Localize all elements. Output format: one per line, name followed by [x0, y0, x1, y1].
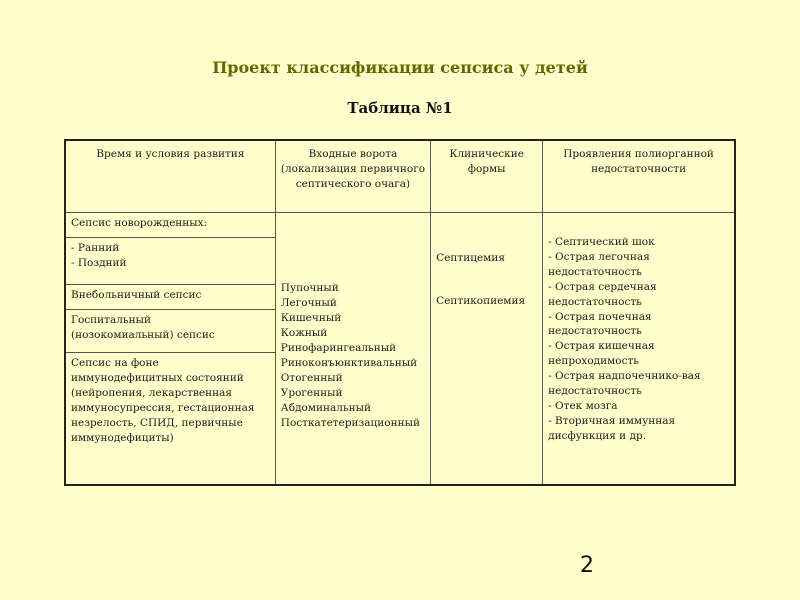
- clinical-forms-list: [431, 213, 543, 486]
- sepsis-classification-table: [64, 139, 736, 486]
- page-number: 2: [580, 553, 594, 578]
- list-item: - Острая надпочечнико-вая недостаточность: [548, 370, 701, 398]
- header-organ-failure: Проявления полиорганной недостаточности: [543, 140, 735, 213]
- list-item: Кишечный: [280, 312, 342, 325]
- cell-outpatient-sepsis: Внебольничный сепсис: [65, 285, 275, 310]
- table-caption: Таблица №1: [347, 99, 453, 117]
- list-item: (нозокомиальный) сепсис: [71, 328, 215, 341]
- organ-failure-list: [543, 213, 735, 486]
- table-row: [65, 213, 735, 238]
- list-item: Абдоминальный: [280, 401, 372, 414]
- list-item: Урогенный: [280, 386, 343, 399]
- list-item: - Септический шок: [548, 236, 655, 248]
- cell-immunodeficiency-sepsis: Сепсис на фоне иммунодефицитных состояний (нейропения, лекарственная иммуносупрессия, гестационная незрелость, СПИД, первичные иммунодефициты): [65, 353, 275, 486]
- table-header-row: [65, 140, 735, 213]
- list-item: - Острая почечная недостаточность: [548, 310, 652, 338]
- list-item: Отогенный: [280, 371, 343, 384]
- list-item: Риноконъюнктивальный: [280, 357, 418, 369]
- cell-early-late: [65, 238, 275, 285]
- list-item: Легочный: [280, 297, 337, 310]
- page-title: Проект классификации сепсиса у детей: [212, 58, 588, 77]
- cell-newborn-sepsis: Сепсис новорожденных:: [65, 213, 275, 238]
- list-item: - Поздний: [71, 256, 127, 269]
- list-item: Кожный: [280, 327, 328, 340]
- list-item: - Ранний: [71, 242, 120, 254]
- header-clinical-forms: Клинические формы: [431, 140, 543, 213]
- list-item: Ринофарингеальный: [280, 342, 397, 355]
- list-item: - Острая легочная недостаточность: [548, 250, 650, 278]
- list-item: Посткатетеризационный: [280, 416, 420, 429]
- cell-hospital-sepsis: [65, 310, 275, 353]
- list-item: - Вторичная иммунная дисфункция и др.: [548, 414, 676, 442]
- list-item: - Острая кишечная непроходимость: [548, 340, 655, 368]
- header-entry-gates: Входные ворота (локализация первичного септического очага): [275, 140, 430, 213]
- list-item: Пупочный: [280, 282, 339, 295]
- list-item: Септицемия: [436, 252, 505, 264]
- entry-gates-list: [275, 213, 430, 486]
- list-item: Септикопиемия: [436, 294, 526, 307]
- list-item: - Отек мозга: [548, 399, 618, 412]
- list-item: Госпитальный: [71, 314, 151, 326]
- header-time-conditions: Время и условия развития: [65, 140, 275, 213]
- list-item: - Острая сердечная недостаточность: [548, 280, 657, 308]
